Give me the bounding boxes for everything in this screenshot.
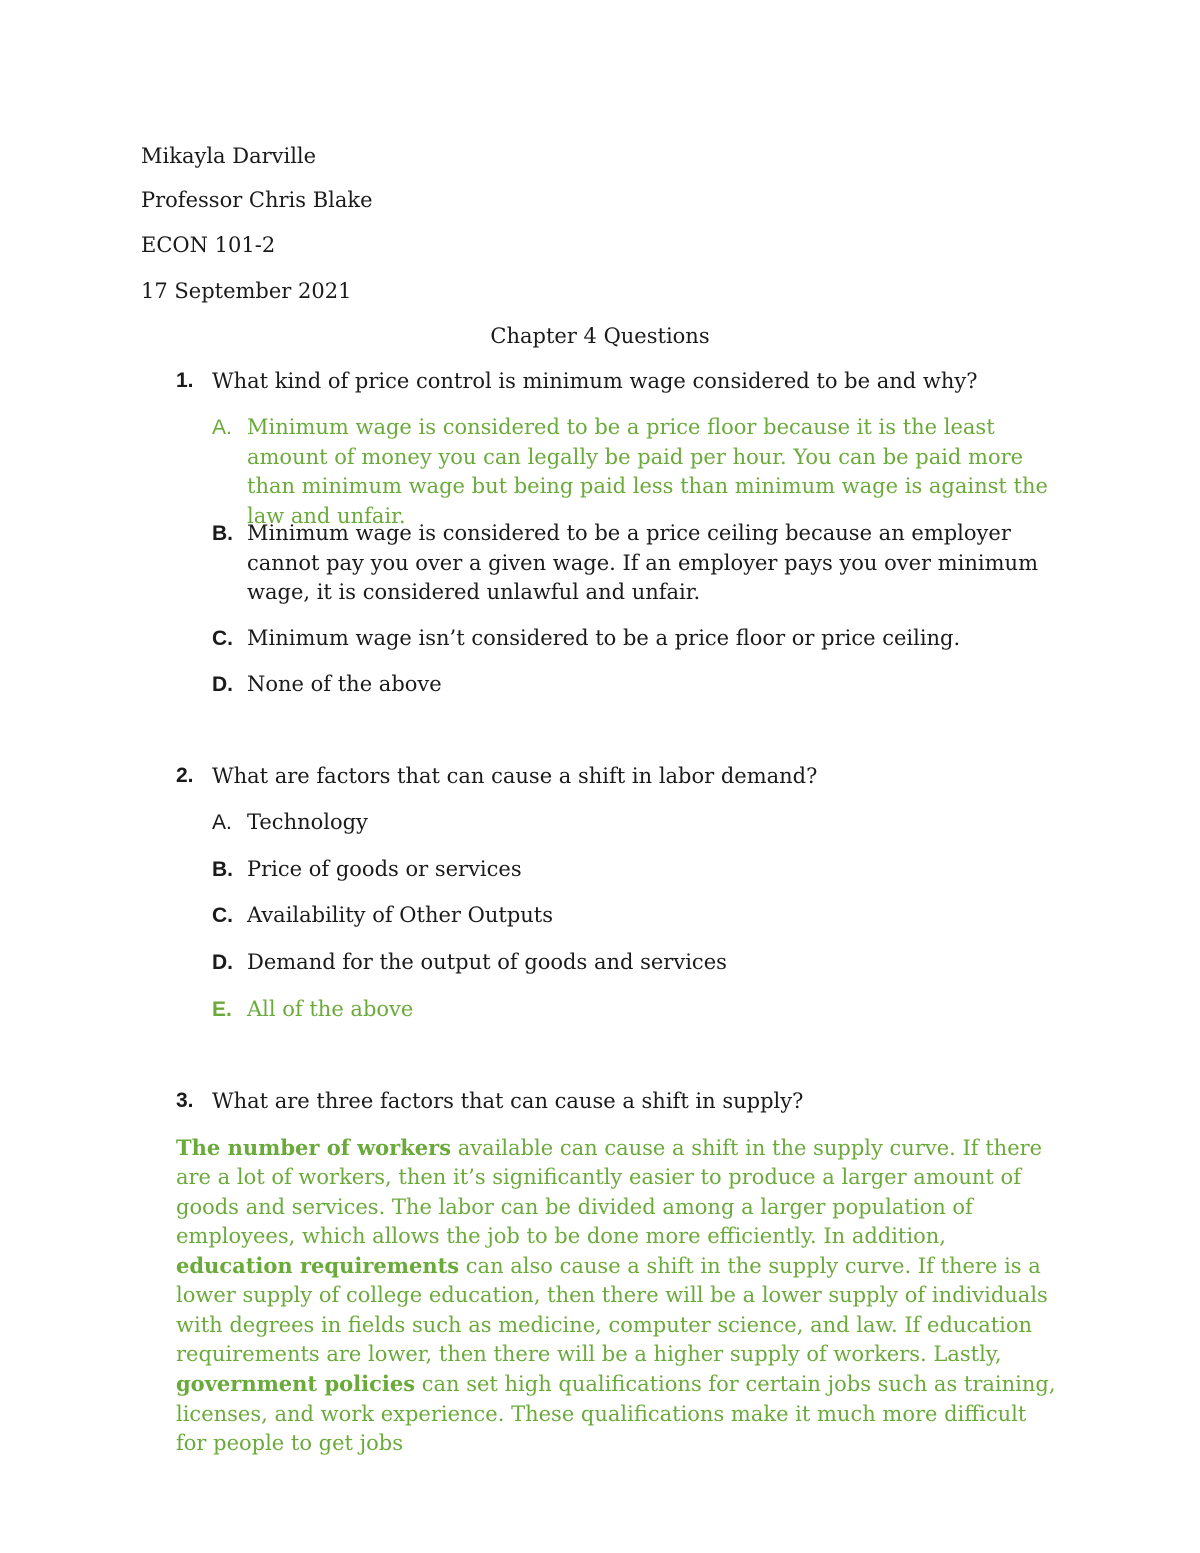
student-name: Mikayla Darville: [141, 144, 317, 168]
q1-option-c: [212, 624, 1072, 654]
q2-option-c: [212, 901, 1072, 931]
q3-answer-paragraph: [176, 1133, 1061, 1458]
question-text: What are factors that can cause a shift in labor demand?: [212, 764, 818, 788]
option-letter: D.: [212, 951, 233, 974]
q2-option-d: [212, 948, 1072, 978]
professor-name: Professor Chris Blake: [141, 188, 373, 212]
option-text: Price of goods or services: [247, 857, 522, 881]
question-number: 2.: [176, 764, 194, 787]
q1-option-d: [212, 670, 1072, 700]
option-text: Demand for the output of goods and services: [247, 950, 727, 974]
option-letter: B.: [212, 858, 233, 881]
q1-option-a: [212, 413, 1072, 531]
document-date: 17 September 2021: [141, 279, 352, 303]
answer-text-part3: can set high qualifications for certain jobs such as training, licenses, and work experience. These qualifications make it much more difficult for people to get jobs: [176, 1372, 1056, 1455]
option-text: None of the above: [247, 672, 442, 696]
q2-option-a: [212, 808, 1072, 838]
option-text: Minimum wage isn’t considered to be a price floor or price ceiling.: [247, 626, 961, 650]
option-text: Minimum wage is considered to be a price floor because it is the least amount of money you can legally be paid per hour. You can be paid more than minimum wage but being paid less than minimum wage is against the law and unfair.: [247, 415, 1048, 528]
q2-option-e: [212, 995, 1072, 1025]
answer-term-workers: The number of workers: [176, 1135, 452, 1160]
page-title: Chapter 4 Questions: [490, 324, 710, 348]
option-letter: B.: [212, 522, 233, 545]
question-text: What are three factors that can cause a shift in supply?: [212, 1089, 804, 1113]
question-number: 3.: [176, 1089, 194, 1112]
question-text: What kind of price control is minimum wage considered to be and why?: [212, 369, 978, 393]
option-letter: C.: [212, 627, 233, 650]
option-text: Technology: [247, 810, 368, 834]
option-letter: A.: [212, 416, 232, 439]
q2-option-b: [212, 855, 1072, 885]
option-letter: A.: [212, 811, 232, 834]
option-text: All of the above: [247, 997, 414, 1021]
option-letter: D.: [212, 673, 233, 696]
option-letter: C.: [212, 904, 233, 927]
course-code: ECON 101-2: [141, 233, 276, 257]
answer-term-government: government policies: [176, 1371, 416, 1397]
option-text: Availability of Other Outputs: [247, 903, 553, 927]
q1-option-b: [212, 519, 1072, 608]
answer-term-education: education requirements: [176, 1253, 460, 1279]
option-text: Minimum wage is considered to be a price ceiling because an employer cannot pay you over a given wage. If an employer pays you over minimum wage, it is considered unlawful and unfair.: [247, 521, 1038, 604]
option-letter: E.: [212, 998, 232, 1021]
question-number: 1.: [176, 369, 194, 392]
answer-text-part1: available can cause a shift in the supply curve. If there are a lot of workers, then it’s significantly easier to produce a larger amount of goods and services. The labor can be divided among a larger population of employees, which allows the job to be done more efficiently. In addition,: [176, 1136, 1043, 1248]
answer-text-part2: can also cause a shift in the supply curve. If there is a lower supply of college education, then there will be a lower supply of individuals with degrees in fields such as medicine, computer science, and law. If education requirements are lower, then there will be a higher supply of workers. Lastly,: [176, 1254, 1048, 1367]
